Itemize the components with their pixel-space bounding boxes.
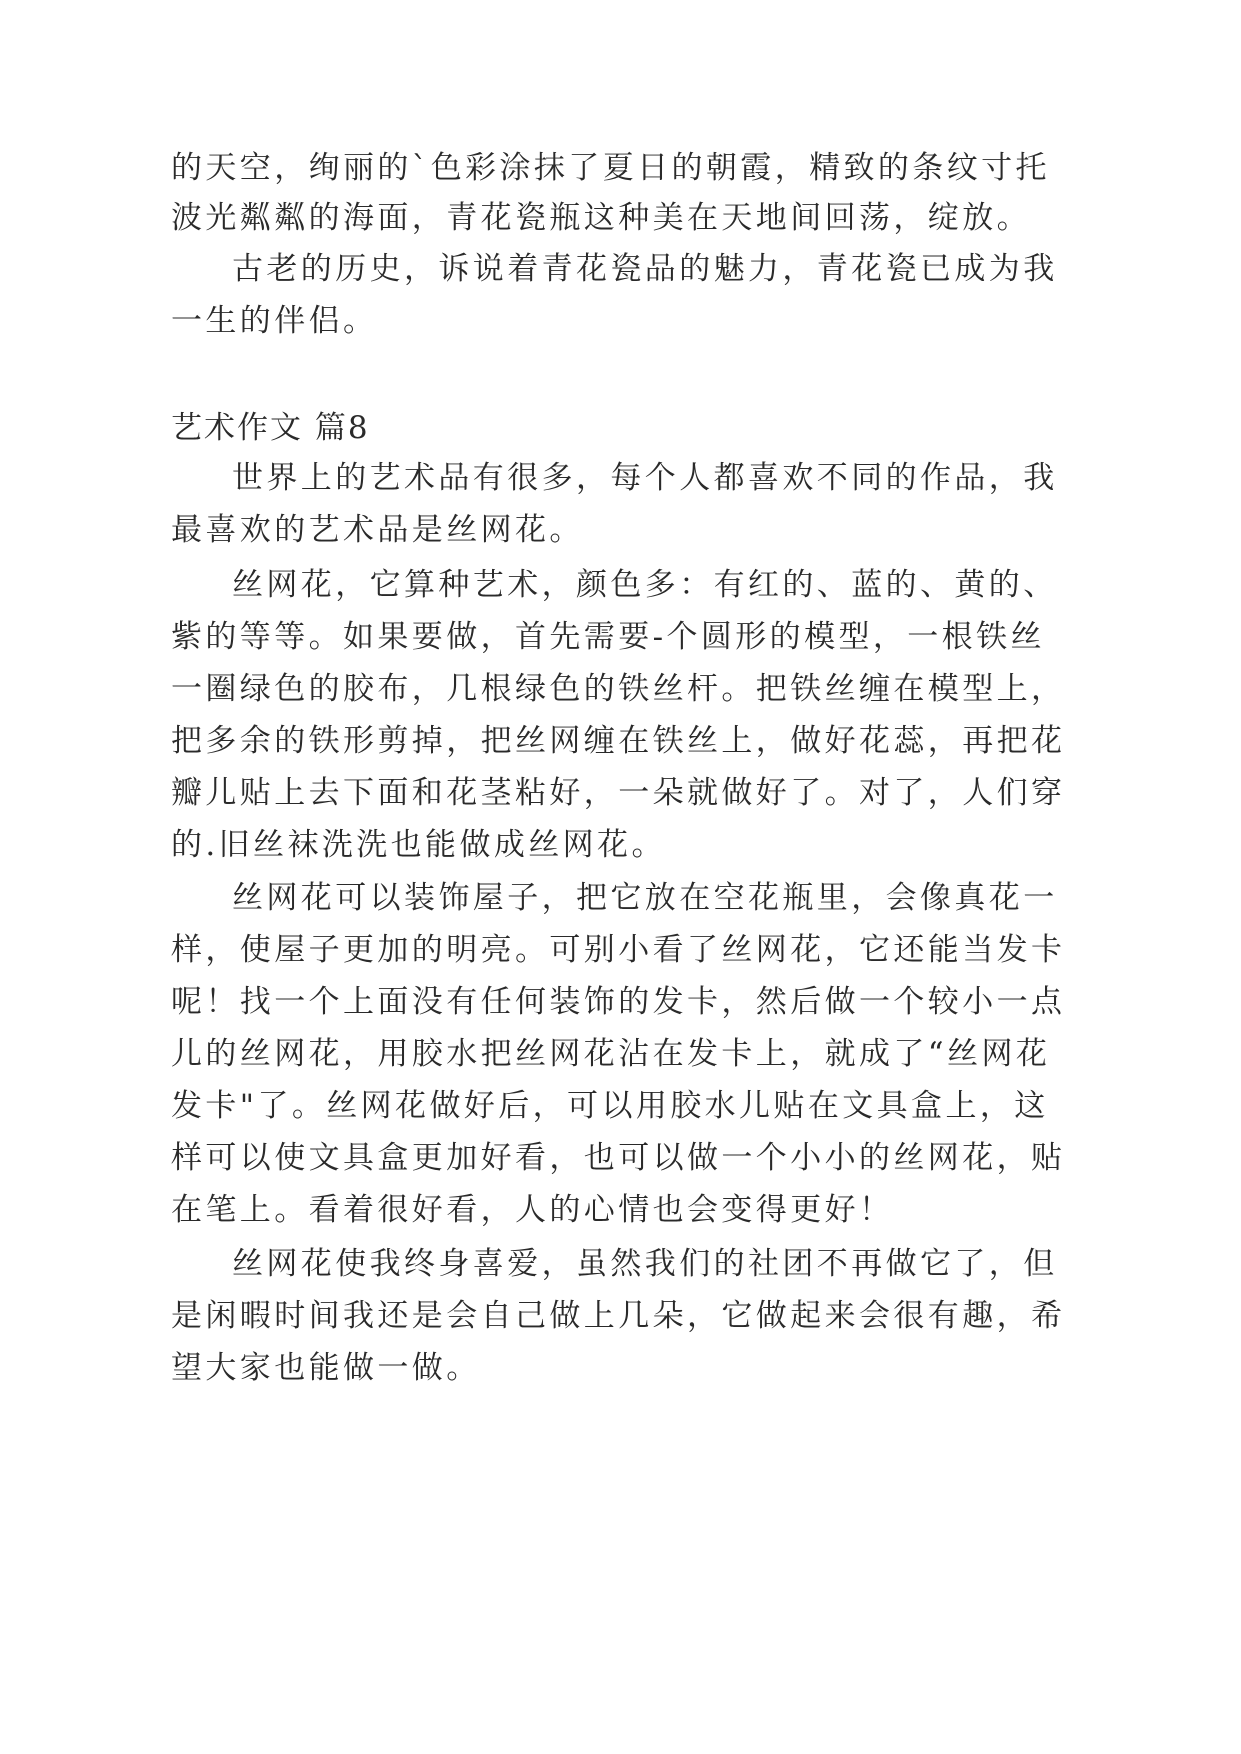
text-line: 瓣儿贴上去下面和花茎粘好，一朵就做好了。对了，人们穿 [171, 775, 1066, 811]
text-line: 儿的丝网花，用胶水把丝网花沾在发卡上，就成了“丝网花 [171, 1036, 1051, 1072]
text-line: 是闲暇时间我还是会自己做上几朵，它做起来会很有趣，希 [171, 1298, 1066, 1334]
text-line: 丝网花使我终身喜爱，虽然我们的社团不再做它了，但 [232, 1246, 1058, 1282]
text-line: 的天空，绚丽的`色彩涂抹了夏日的朝霞，精致的条纹寸托 [171, 150, 1050, 186]
section-title: 艺术作文 篇8 [171, 410, 370, 446]
text-line: 在笔上。看着很好看，人的心情也会变得更好！ [171, 1192, 894, 1228]
text-line: 丝网花可以装饰屋子，把它放在空花瓶里，会像真花一 [232, 880, 1058, 916]
text-line: 波光粼粼的海面，青花瓷瓶这种美在天地间回荡，绽放。 [171, 200, 1031, 236]
text-line: 一生的伴侣。 [171, 303, 378, 339]
text-line: 丝网花，它算种艺术，颜色多：有红的、蓝的、黄的、 [232, 567, 1058, 603]
text-line: 世界上的艺术品有很多，每个人都喜欢不同的作品，我 [232, 460, 1058, 496]
text-line: 样，使屋子更加的明亮。可别小看了丝网花，它还能当发卡 [171, 932, 1066, 968]
text-line: 发卡"了。丝网花做好后，可以用胶水儿贴在文具盒上，这 [171, 1088, 1049, 1124]
text-line: 紫的等等。如果要做，首先需要-个圆形的模型，一根铁丝 [171, 619, 1045, 655]
text-line: 样可以使文具盒更加好看，也可以做一个小小的丝网花，贴 [171, 1140, 1066, 1176]
text-line: 望大家也能做一做。 [171, 1350, 481, 1386]
text-line: 一圈绿色的胶布，几根绿色的铁丝杆。把铁丝缠在模型上， [171, 671, 1066, 707]
text-line: 呢！找一个上面没有任何装饰的发卡，然后做一个较小一点 [171, 984, 1066, 1020]
text-line: 的.旧丝袜洗洗也能做成丝网花。 [171, 827, 666, 863]
text-line: 最喜欢的艺术品是丝网花。 [171, 512, 584, 548]
text-line: 把多余的铁形剪掉，把丝网缠在铁丝上，做好花蕊，再把花 [171, 723, 1066, 759]
text-line: 古老的历史，诉说着青花瓷品的魅力，青花瓷已成为我 [232, 251, 1058, 287]
